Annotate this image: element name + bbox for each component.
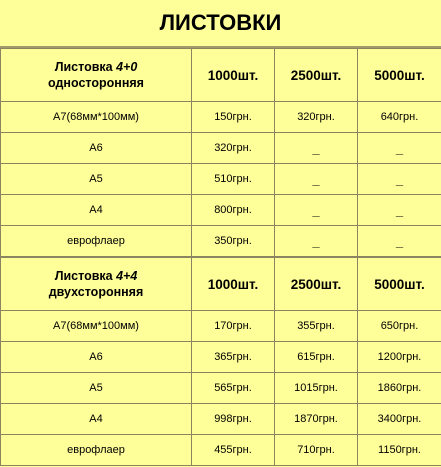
format-cell: еврофлаер bbox=[1, 435, 192, 466]
format-cell: А7(68мм*100мм) bbox=[1, 311, 192, 342]
price-cell: 1860грн. bbox=[358, 373, 441, 404]
quantity-header: 2500шт. bbox=[275, 257, 358, 311]
table-row bbox=[1, 404, 441, 435]
quantity-header: 5000шт. bbox=[358, 49, 441, 102]
section-name bbox=[1, 257, 192, 311]
price-cell: _ bbox=[275, 195, 358, 226]
table-row bbox=[1, 373, 441, 404]
table-row bbox=[1, 435, 441, 466]
format-cell: А6 bbox=[1, 342, 192, 373]
table-row bbox=[1, 164, 441, 195]
price-cell: _ bbox=[358, 226, 441, 258]
price-cell: _ bbox=[358, 195, 441, 226]
format-cell: А4 bbox=[1, 195, 192, 226]
price-cell: 615грн. bbox=[275, 342, 358, 373]
price-cell: _ bbox=[358, 133, 441, 164]
price-cell: 150грн. bbox=[192, 102, 275, 133]
format-cell: А4 bbox=[1, 404, 192, 435]
page-title: ЛИСТОВКИ bbox=[0, 0, 441, 48]
section-name-code: 4+0 bbox=[116, 60, 138, 74]
price-cell: 1015грн. bbox=[275, 373, 358, 404]
quantity-header: 5000шт. bbox=[358, 257, 441, 311]
price-cell: 365грн. bbox=[192, 342, 275, 373]
price-cell: 650грн. bbox=[358, 311, 441, 342]
section-header bbox=[1, 257, 441, 311]
price-cell: _ bbox=[275, 164, 358, 195]
price-cell: 565грн. bbox=[192, 373, 275, 404]
section-name-subtitle: двухсторонняя bbox=[48, 285, 144, 299]
format-cell: А7(68мм*100мм) bbox=[1, 102, 192, 133]
section-name-text: Листовка bbox=[54, 269, 117, 283]
quantity-header: 1000шт. bbox=[192, 49, 275, 102]
price-cell: 455грн. bbox=[192, 435, 275, 466]
table-row bbox=[1, 195, 441, 226]
price-cell: 510грн. bbox=[192, 164, 275, 195]
section-name-text: Листовка bbox=[54, 60, 117, 74]
section-name-subtitle: односторонняя bbox=[48, 76, 144, 90]
price-table bbox=[0, 48, 441, 466]
table-row bbox=[1, 311, 441, 342]
price-cell: _ bbox=[275, 226, 358, 258]
quantity-header: 1000шт. bbox=[192, 257, 275, 311]
section-name-code: 4+4 bbox=[116, 269, 138, 283]
price-cell: 800грн. bbox=[192, 195, 275, 226]
price-cell: 998грн. bbox=[192, 404, 275, 435]
table-row bbox=[1, 342, 441, 373]
quantity-header: 2500шт. bbox=[275, 49, 358, 102]
format-cell: А5 bbox=[1, 373, 192, 404]
price-cell: 320грн. bbox=[192, 133, 275, 164]
price-cell: 3400грн. bbox=[358, 404, 441, 435]
price-cell: 355грн. bbox=[275, 311, 358, 342]
price-cell: 1200грн. bbox=[358, 342, 441, 373]
table-row bbox=[1, 133, 441, 164]
price-cell: 170грн. bbox=[192, 311, 275, 342]
price-cell: 1870грн. bbox=[275, 404, 358, 435]
table-row bbox=[1, 226, 441, 258]
format-cell: еврофлаер bbox=[1, 226, 192, 258]
price-cell: 320грн. bbox=[275, 102, 358, 133]
format-cell: А5 bbox=[1, 164, 192, 195]
section-name bbox=[1, 49, 192, 102]
price-cell: 710грн. bbox=[275, 435, 358, 466]
price-cell: 350грн. bbox=[192, 226, 275, 258]
price-cell: _ bbox=[358, 164, 441, 195]
table-row bbox=[1, 102, 441, 133]
price-cell: 1150грн. bbox=[358, 435, 441, 466]
price-cell: 640грн. bbox=[358, 102, 441, 133]
price-cell: _ bbox=[275, 133, 358, 164]
format-cell: А6 bbox=[1, 133, 192, 164]
section-header bbox=[1, 49, 441, 102]
